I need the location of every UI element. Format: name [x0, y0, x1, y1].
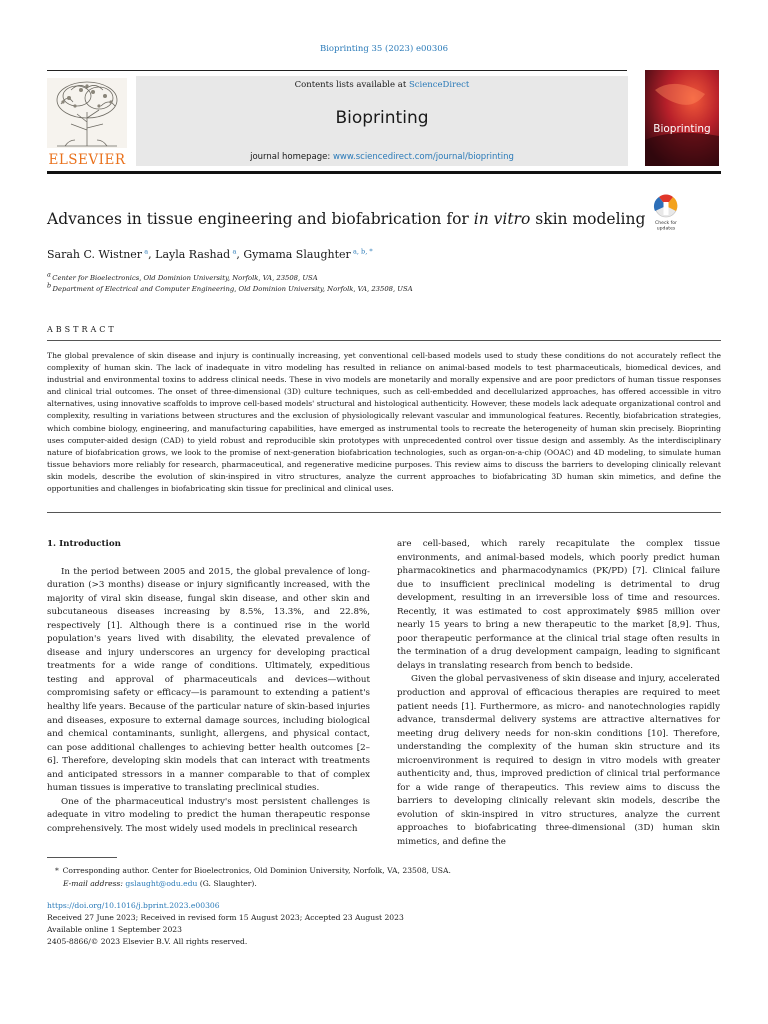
journal-masthead	[47, 70, 721, 168]
body-column-left	[47, 538, 370, 836]
journal-header-band	[136, 76, 628, 166]
author-affiliation-marker[interactable]: a	[232, 247, 237, 256]
asterisk-marker: *	[55, 866, 59, 875]
title-end: skin modeling	[530, 210, 646, 228]
corresponding-author-note	[55, 865, 451, 877]
author-name[interactable]: Sarah C. Wistner	[47, 248, 143, 261]
journal-reference-link[interactable]: Bioprinting 35 (2023) e00306	[319, 44, 449, 54]
doi-line	[47, 900, 220, 912]
contents-prefix: Contents lists available at	[294, 80, 409, 90]
footnote-rule	[47, 857, 117, 858]
affiliation-text: Center for Bioelectronics, Old Dominion University, Norfolk, VA, 23508, USA	[52, 274, 318, 282]
received-dates: Received 27 June 2023; Received in revised form 15 August 2023; Accepted 23 August 2023	[47, 913, 404, 922]
author-name[interactable]: Layla Rashad	[155, 248, 231, 261]
email-label: E-mail address:	[63, 879, 126, 888]
elsevier-tree-icon	[47, 78, 127, 148]
journal-homepage-link[interactable]: www.sciencedirect.com/journal/bioprinting	[332, 152, 514, 162]
check-for-updates-badge[interactable]	[646, 193, 686, 233]
affiliation-text: Department of Electrical and Computer Engineering, Old Dominion University, Norfolk, VA, 23508, USA	[52, 285, 413, 293]
body-paragraph: In the period between 2005 and 2015, the global prevalence of long-duration (>3 months) disease or injury significantly increased, with the majority of viral skin disease, fungal skin disease, and other skin and subcutaneous diseases increasing by 8.5%, 13.3%, and 22.8%, respectively [1]. Although there is a continued rise in the world population's years lived with disability, the elevated prevalence of disease and injury underscores an urgency for developing practical treatments for a wide range of conditions. Ultimately, expeditious testing and approval of pharmaceuticals and devices—without compromising safety or efficacy—is paramount to extending a patient's healthy life years. Because of the particular nature of skin-based injuries and diseases, exposure to external damage sources, including biological and chemical contaminants, sunlight, allergens, and physical contact, can pose additional challenges to achieving better health outcomes [2–6]. Therefore, developing skin models that can interact with treatments and anticipated stressors in a manner comparable to that of complex human tissues is imperative to translating preclinical studies.	[47, 566, 370, 794]
copyright-line: 2405-8866/© 2023 Elsevier B.V. All rights reserved.	[47, 937, 248, 946]
journal-homepage	[136, 152, 628, 162]
elsevier-wordmark: ELSEVIER	[48, 152, 126, 168]
journal-reference[interactable]	[0, 44, 768, 54]
section-heading: 1. Introduction	[47, 539, 121, 549]
body-column-right	[397, 538, 720, 850]
author-name[interactable]: Gymama Slaughter	[243, 248, 351, 261]
doi-link[interactable]: https://doi.org/10.1016/j.bprint.2023.e00306	[47, 901, 220, 910]
abstract-top-rule	[47, 340, 721, 341]
article-title	[47, 210, 645, 228]
journal-title: Bioprinting	[335, 108, 429, 128]
journal-cover-image[interactable]	[645, 70, 719, 166]
abstract-heading: ABSTRACT	[47, 325, 117, 334]
elsevier-logo[interactable]	[47, 78, 127, 168]
crossmark-icon	[646, 193, 686, 233]
homepage-prefix: journal homepage:	[250, 152, 333, 162]
abstract-text: The global prevalence of skin disease and injury is continually increasing, yet conventional cell-based models used to study these conditions do not accurately reflect the complexity of human skin. The lack of inadequate in vitro modeling has resulted in reliance on animal-based models to test pharmaceuticals, biomedical devices, and industrial and environmental toxins to address clinical needs. These in vivo models are monetarily and morally expensive and are poor predictors of human tissue responses and clinical trial outcomes. The onset of three-dimensional (3D) culture techniques, such as cell-embedded and decellularized approaches, has offered accessible in vitro alternatives, using innovative scaffolds to improve cell-based models' structural and histological authenticity. However, these models lack adequate organizational control and complexity, resulting in variations between structures and the exclusion of physiologically relevant vascular and immunological features. Recently, biofabrication strategies, which combine biology, engineering, and manufacturing capabilities, have emerged as instrumental tools to recreate the heterogeneity of human skin precisely. Bioprinting uses computer-aided design (CAD) to yield robust and reproducible skin prototypes with unprecedented control over tissue design and assembly. As the interdisciplinary nature of biofabrication grows, we look to the promise of next-generation biofabrication technologies, such as organ-on-a-chip (OOAC) and 4D modeling, to simulate human tissue behaviors more reliably for research, pharmaceutical, and regenerative medicine purposes. This review aims to discuss the barriers to developing clinically relevant skin models, describe the evolution of skin-inspired in vitro structures, analyze the current approaches to biofabricating 3D human skin mimetics, and define the opportunities and challenges in biofabricating skin tissue for preclinical and clinical uses.	[47, 351, 721, 494]
author-affiliation-marker[interactable]: a	[144, 247, 149, 256]
affiliation	[47, 270, 318, 282]
abstract-bottom-rule	[47, 512, 721, 513]
masthead-top-rule	[47, 70, 627, 71]
title-main: Advances in tissue engineering and biofabrication for	[47, 210, 474, 228]
title-italic: in vitro	[473, 210, 531, 228]
body-paragraph: One of the pharmaceutical industry's most persistent challenges is adequate in vitro modeling to predict the human therapeutic response comprehensively. The most widely used models in preclinical research	[47, 796, 370, 834]
crossmark-line1: Check for	[655, 221, 677, 226]
available-online: Available online 1 September 2023	[47, 925, 182, 934]
author-list: Sarah C. Wistner $^a$, Layla Rashad $^a$, Gymama Slaughter $^{a, b, *}$	[47, 247, 373, 261]
cover-title: Bioprinting	[653, 123, 711, 135]
author-affiliation-marker[interactable]: a, b, *	[353, 247, 373, 256]
email-note	[63, 878, 257, 890]
affiliation-marker: a	[47, 270, 51, 279]
crossmark-line2: updates	[656, 226, 676, 232]
body-paragraph: Given the global pervasiveness of skin disease and injury, accelerated production and approval of efficacious therapies are required to meet patient needs [1]. Furthermore, as micro- and nanotechnologies rapidly advance, transdermal delivery systems are attractive alternatives for meeting drug delivery needs for non-skin conditions [10]. Therefore, understanding the complexity of the human skin structure and its microenvironment is required to design in vitro models with greater authenticity and, thus, improved prediction of clinical trial performance for a wide range of therapeutics. This review aims to discuss the barriers to developing clinically relevant skin models, describe the evolution of skin-inspired in vitro structures, analyze the current approaches to biofabricating three-dimensional (3D) human skin mimetics, and define the	[397, 674, 720, 848]
masthead-bottom-rule	[47, 171, 721, 174]
email-link[interactable]: gslaught@odu.edu	[125, 879, 198, 888]
corresponding-text: Corresponding author. Center for Bioelectronics, Old Dominion University, Norfolk, VA, 23508, USA.	[62, 866, 451, 875]
contents-availability	[136, 80, 628, 90]
email-suffix: (G. Slaughter).	[197, 879, 257, 888]
affiliation-marker: b	[47, 281, 52, 290]
body-paragraph: are cell-based, which rarely recapitulate the complex tissue environments, and animal-based models, which poorly predict human pharmacokinetics and pharmacodynamics (PK/PD) [7]. Clinical failure due to insufficient preclinical modeling is detrimental to drug development, resulting in an irreversible loss of time and resources. Recently, it was estimated to cost approximately $985 million over nearly 15 years to bring a new therapeutic to the market [8,9]. Thus, poor therapeutic performance at the clinical trial stage often results in the termination of a drug development campaign, leading to significant delays in translating research from bench to bedside.	[397, 539, 720, 671]
sciencedirect-link[interactable]: ScienceDirect	[408, 80, 470, 90]
affiliation	[47, 281, 413, 293]
